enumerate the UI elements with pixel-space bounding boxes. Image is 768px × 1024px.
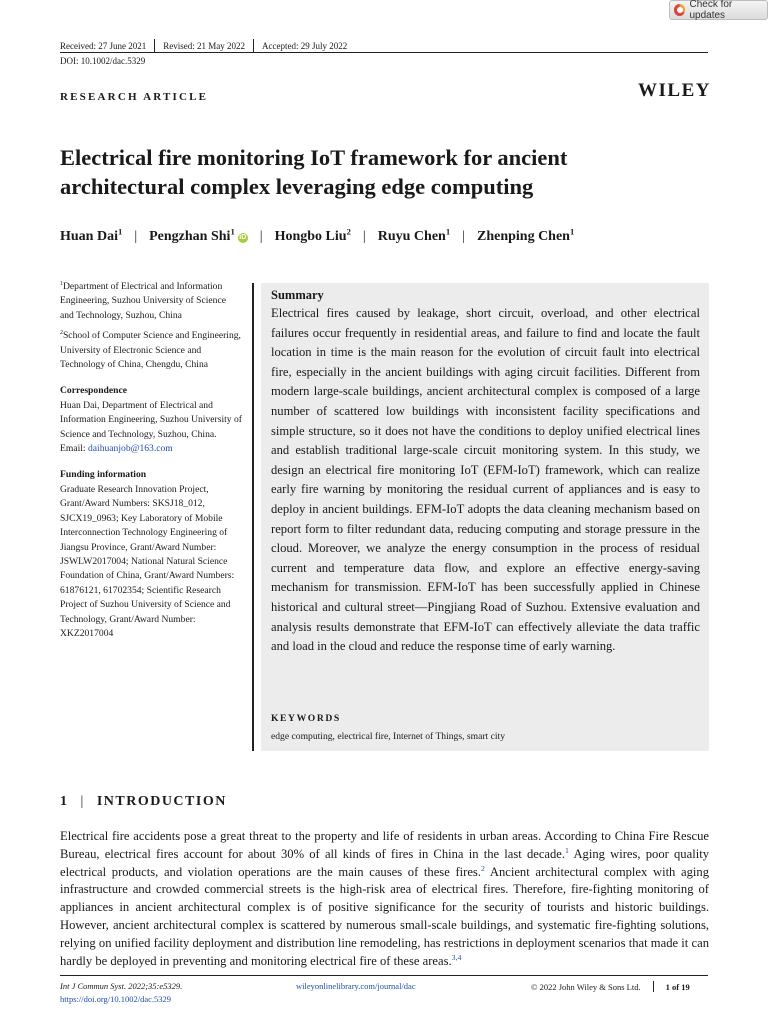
section-heading	[60, 794, 227, 810]
citation-link[interactable]: 3,4	[451, 952, 462, 962]
author-list	[60, 226, 575, 245]
keywords-list: edge computing, electrical fire, Internet of Things, smart city	[271, 731, 505, 742]
journal-citation: Int J Commun Syst. 2022;35:e5329.	[60, 981, 183, 991]
author[interactable]: Huan Dai$^1$	[60, 226, 123, 244]
article-dates	[60, 39, 347, 53]
received-date: Received: 27 June 2021	[60, 41, 147, 51]
doi: DOI: 10.1002/dac.5329	[60, 56, 146, 66]
crossmark-icon	[674, 4, 685, 16]
funding-heading: Funding information	[60, 469, 147, 481]
affiliation: $^2$School of Computer Science and Engineering, University of Electronic Science and Technology of China, Chengdu, China	[60, 330, 241, 371]
header-rule	[60, 52, 708, 53]
author-divider: |	[362, 229, 366, 244]
footer-right	[531, 981, 690, 992]
correspondence-heading: Correspondence	[60, 385, 127, 397]
abstract-text: Electrical fires caused by leakage, short circuit, overload, and other electrical failures occur frequently in residential areas, and failure to find and locate the fault location in time is the main reason for the evolution of circuit fault into electrical fire, especially in the ancient buildings with aging circuit facilities. Different from modern large-scale buildings, ancient architectural complex is composed of a large number of scattered low buildings with inconsistent facility specifications and simple structure, so it does not have the conditions to deploy unified electrical lines and establish traditional large-scale circuit monitoring system. In this study, we design an electrical fire monitoring IoT (EFM-IoT) framework, which can realize early fire warning by monitoring the residual current of appliances and is easy to deploy in ancient buildings. EFM-IoT adopts the data cleaning mechanism based on report form to filter redundant data, reducing computing and storage pressure in the cloud. Moreover, we analyze the energy consumption in the process of residual current and temperature data flow, and explore an effective energy-saving mechanism for transmission. EFM-IoT has been successfully applied in Chinese historical and cultural street—Pingjiang Road of Suzhou. Extensive evaluation and analysis results demonstrate that EFM-IoT can effectively alleviate the data traffic and load in the cloud and reduce the response time of early warning.	[271, 306, 700, 654]
keywords-heading: KEYWORDS	[271, 713, 341, 724]
article-title: Electrical fire monitoring IoT framework for ancient architectural complex leveraging edge computing	[60, 145, 568, 199]
orcid-icon[interactable]: iD	[239, 234, 247, 241]
section-title: INTRODUCTION	[96, 794, 227, 809]
check-for-updates-button[interactable]	[669, 0, 768, 20]
article-type: RESEARCH ARTICLE	[60, 91, 209, 103]
author[interactable]: Hongbo Liu$^2$	[274, 226, 351, 244]
section-number: 1	[60, 794, 69, 809]
footer-rule	[60, 975, 708, 976]
doi-link[interactable]: https://doi.org/10.1002/dac.5329	[60, 994, 172, 1004]
funding-text: Graduate Research Innovation Project, Grant/Award Numbers: SKSJ18_012, SJCX19_0963; Key Laboratory of Mobile Interconnection Technology Engineering of Jiangsu Province, Grant/Award Number: JSWLW2017004; National Natural Science Foundation of China, Grant/Award Numbers: 61876121, 61702354; Scientific Research Project of Suzhou University of Science and Technology, Grant/Award Number: XKZ2017004	[60, 483, 235, 639]
journal-site-link[interactable]: wileyonlinelibrary.com/journal/dac	[296, 981, 416, 991]
page-number: 1 of 19	[665, 981, 690, 992]
citation-link[interactable]: 2	[480, 863, 485, 873]
email-link[interactable]: daihuanjob@163.com	[87, 443, 173, 455]
check-for-updates-label: Check for updates	[689, 0, 733, 21]
publisher-logo: WILEY	[638, 80, 711, 101]
author[interactable]: Zhenping Chen$^1$	[476, 226, 575, 244]
author[interactable]: Pengzhan Shi$^1$iD	[149, 226, 247, 244]
summary-heading: Summary	[271, 288, 324, 302]
date-divider	[154, 39, 155, 53]
article-info-column	[60, 280, 242, 641]
author-divider: |	[259, 229, 263, 244]
author-divider: |	[462, 229, 465, 244]
author[interactable]: Ruyu Chen$^1$	[377, 226, 451, 244]
date-divider	[253, 39, 254, 53]
footer-divider	[653, 981, 654, 992]
copyright: © 2022 John Wiley & Sons Ltd.	[531, 981, 641, 992]
accepted-date: Accepted: 29 July 2022	[261, 41, 348, 51]
citation-link[interactable]: 1	[565, 845, 569, 855]
correspondence-text: Huan Dai, Department of Electrical and Information Engineering, Suzhou University of Science and Technology, Suzhou, China. Email: daihuanjob@163.com	[60, 399, 242, 455]
abstract-divider	[252, 283, 254, 751]
section-divider: |	[80, 794, 85, 809]
author-divider: |	[134, 229, 138, 244]
affiliation: $^1$Department of Electrical and Information Engineering, Suzhou University of Science and Technology, Suzhou, China	[60, 280, 226, 321]
intro-paragraph: Electrical fire accidents pose a great threat to the property and life of residents in urban areas. According to China Fire Rescue Bureau, electrical fires account for about 30% of all kinds of fires in China in the last decade.$^1$ Aging wires, poor quality electrical products, and violation operations are the main causes of these fires.$^2$ Ancient architectural complex with aging infrastructure and crowded commercial streets is the high-risk area of electrical fires. Therefore, fire-fighting monitoring of appliances in ancient architectural complex is of positive significance for the security of tourists and historic buildings. However, ancient architectural complex is scattered by numerous small-scale buildings, and systematic fire-fighting solutions, relying on unified facility deployment and distribution line remodeling, has restrictions in deployment scenarios that made it can hardly be deployed in preventing and monitoring electrical fire of these areas.$^{3,4}$	[60, 829, 709, 968]
revised-date: Revised: 21 May 2022	[163, 41, 245, 51]
